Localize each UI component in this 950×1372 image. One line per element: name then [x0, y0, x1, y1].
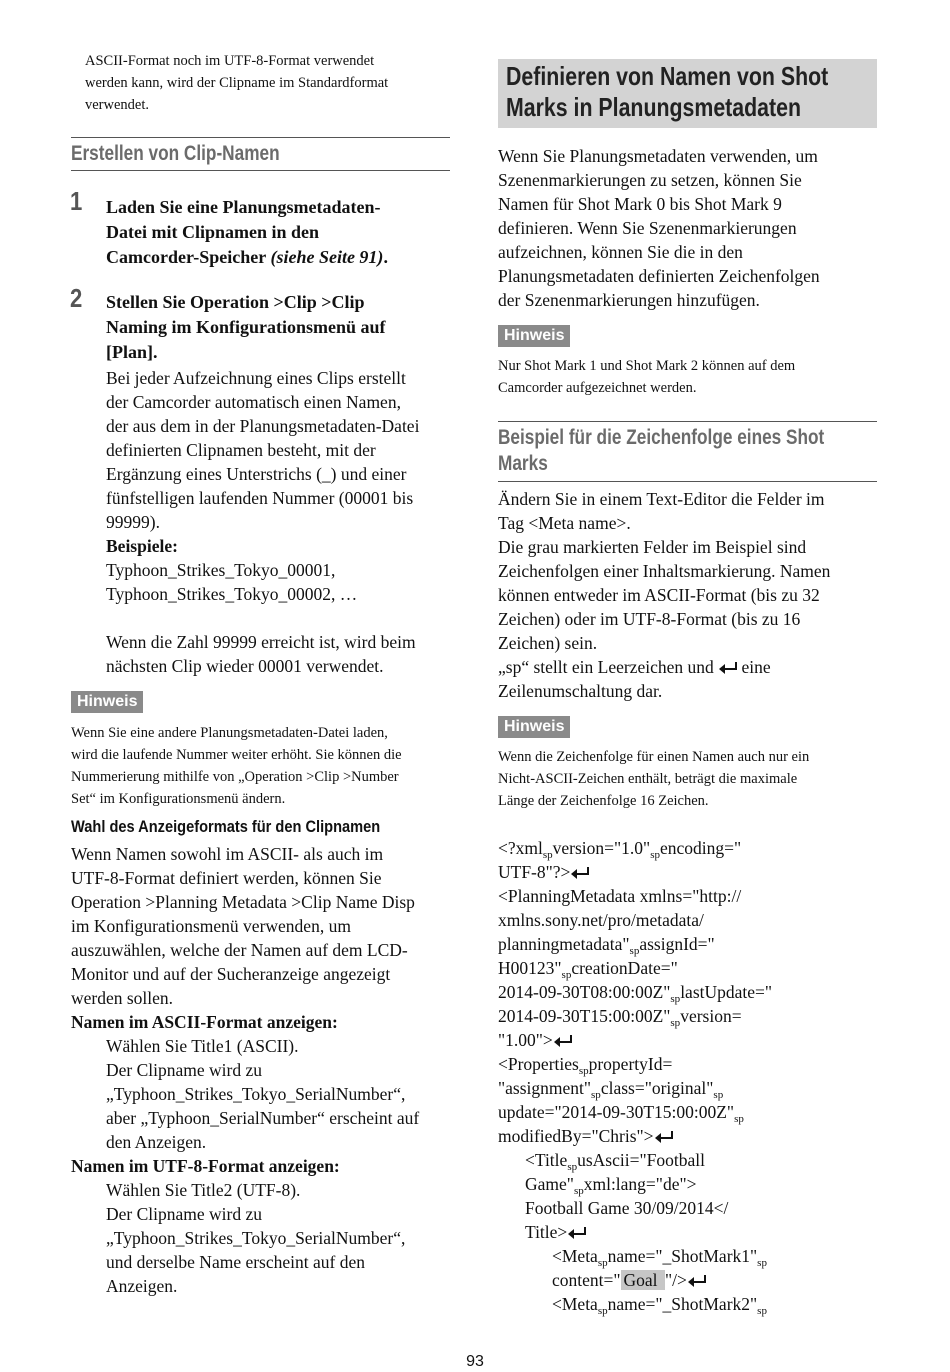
text-line: Planungsmetadaten definierten Zeichenfolgen: [498, 266, 820, 286]
text-line: Wählen Sie Title2 (UTF-8).: [106, 1180, 301, 1200]
text-line: Nicht-ASCII-Zeichen enthält, beträgt die maximale: [498, 771, 798, 787]
display-format-heading: Wahl des Anzeigeformats für den Clipnamen: [71, 817, 381, 836]
text-line: Monitor und auf der Sucheranzeige angezeigt: [71, 964, 391, 984]
text-line: Zeilenumschaltung dar.: [498, 681, 663, 701]
text-line: Typhoon_Strikes_Tokyo_00001,: [106, 560, 336, 580]
section-title-clip-names: Erstellen von Clip-Namen: [71, 142, 280, 165]
section-rule-top: [498, 421, 877, 422]
utf8-description: [71, 1178, 456, 1298]
text-line: Wenn die Zahl 99999 erreicht ist, wird beim: [106, 632, 416, 652]
code-line: $<Meta_{sp}name="\_ShotMark1"_{sp}$: [552, 1246, 767, 1269]
text-line: Typhoon_Strikes_Tokyo_00002, …: [106, 584, 358, 604]
text-line: Beispiel für die Zeichenfolge eines Shot: [498, 426, 825, 449]
text-line: Operation >Planning Metadata >Clip Name Disp: [71, 892, 415, 912]
text-line: „sp“ stellt ein Leerzeichen und eine: [498, 657, 771, 677]
text-line: aber „Typhoon_SerialNumber“ erscheint auf: [106, 1108, 420, 1128]
main-section-title: [498, 59, 877, 128]
note-badge: Hinweis: [71, 691, 143, 713]
text-line: Länge der Zeichenfolge 16 Zeichen.: [498, 793, 709, 809]
code-line: $H00123"_{sp}creationDate=$": [498, 958, 678, 981]
text-line: Camcorder aufgezeichnet werden.: [498, 380, 697, 396]
text-line: der Camcorder automatisch einen Namen,: [106, 392, 401, 412]
text-line: der Szenenmarkierungen hinzufügen.: [498, 290, 760, 310]
ascii-description: [71, 1034, 456, 1154]
text-line: Der Clipname wird zu: [106, 1204, 262, 1224]
note-text: [498, 746, 883, 812]
note-text: [71, 722, 456, 810]
text-line: im Konfigurationsmenü verwenden, um: [71, 916, 351, 936]
note-badge: Hinweis: [498, 716, 570, 738]
text-line: Bei jeder Aufzeichnung eines Clips erstellt: [106, 368, 406, 388]
code-line: $update="2014-09-30T15:00:00Z"_{sp}$: [498, 1102, 744, 1125]
text-line: Stellen Sie Operation >Clip >Clip: [106, 292, 365, 312]
step2-body: [106, 366, 451, 678]
shot-marks-intro: [498, 144, 883, 312]
code-line: xmlns.sony.net/pro/metadata/: [498, 910, 704, 930]
text-line: und derselbe Name erscheint auf den: [106, 1252, 365, 1272]
text-line: Zeichen) sein.: [498, 633, 598, 653]
return-icon: [719, 662, 737, 672]
step-number-1: 1: [70, 186, 83, 216]
text-line: „Typhoon_Strikes_Tokyo_SerialNumber“,: [106, 1084, 406, 1104]
text-line: wird die laufende Nummer weiter erhöht. Sie können die: [71, 747, 402, 763]
step-number-2: 2: [70, 283, 83, 313]
return-icon: [554, 1035, 572, 1045]
return-icon: [655, 1131, 673, 1141]
code-line: "1.00">: [498, 1028, 772, 1052]
section-title-example: [498, 425, 896, 477]
example-body: [498, 487, 883, 703]
code-line: $Game"_{sp}xml:lang="de">$: [525, 1174, 697, 1197]
text-line: definierten Clipnamen besteht, mit der: [106, 440, 376, 460]
code-line: <Title$_{sp}$usAscii="Football: [525, 1150, 705, 1173]
code-line: $2014-09-30T08:00:00Z"_{sp}lastUpdate=$": [498, 982, 773, 1005]
text-line: verwendet.: [85, 97, 150, 113]
step1-title: [106, 195, 451, 270]
return-icon: [571, 867, 589, 877]
step2-title: [106, 290, 451, 365]
text-line: Camcorder-Speicher (siehe Seite 91).: [106, 247, 388, 267]
examples-label: Beispiele:: [106, 536, 178, 556]
text-line: Wenn Sie eine andere Planungsmetadaten-Datei laden,: [71, 725, 388, 741]
text-line: auszuwählen, welche der Namen auf dem LCD-: [71, 940, 408, 960]
code-line: <PlanningMetadata xmlns="http://: [498, 886, 742, 906]
text-line: Wenn Sie Planungsmetadaten verwenden, um: [498, 146, 818, 166]
text-line: Wenn Namen sowohl im ASCII- als auch im: [71, 844, 384, 864]
section-rule-top: [71, 137, 450, 138]
text-line: Datei mit Clipnamen in den: [106, 222, 320, 242]
text-line: Laden Sie eine Planungsmetadaten-: [106, 197, 381, 217]
code-line: $<?xml_{sp}version="1.0"_{sp}encoding=$": [498, 838, 742, 861]
page-number: 93: [466, 1353, 484, 1370]
text-line: Zeichen) oder im UTF-8-Format (bis zu 16: [498, 609, 801, 629]
text-line: der aus dem in der Planungsmetadaten-Datei: [106, 416, 420, 436]
code-line: Title>: [498, 1220, 772, 1244]
text-line: aufzeichnen, können Sie die in den: [498, 242, 743, 262]
note-text: [498, 355, 883, 399]
text-line: ASCII-Format noch im UTF-8-Format verwendet: [85, 53, 375, 69]
text-line: definieren. Wenn Sie Szenenmarkierungen: [498, 218, 797, 238]
intro-continuation: [85, 50, 455, 116]
text-line: UTF-8-Format definiert werden, können Sie: [71, 868, 382, 888]
text-line: Definieren von Namen von Shot: [506, 61, 829, 91]
page-reference: (siehe Seite 91): [270, 247, 384, 267]
text-line: Anzeigen.: [106, 1276, 178, 1296]
text-line: Set“ im Konfigurationsmenü ändern.: [71, 791, 286, 807]
display-format-body: [71, 842, 456, 1298]
ascii-label: Namen im ASCII-Format anzeigen:: [71, 1012, 338, 1032]
code-line: $planningmetadata"_{sp}assignId=$": [498, 934, 715, 957]
note-badge: Hinweis: [498, 325, 570, 347]
code-line: "$assignment"_{sp}class="original"_{sp}$: [498, 1078, 724, 1101]
text-line: fünfstelligen laufenden Nummer (00001 bis: [106, 488, 414, 508]
text-line: Nur Shot Mark 1 und Shot Mark 2 können auf dem: [498, 358, 796, 374]
xml-code-example: [498, 836, 772, 1316]
text-line: Naming im Konfigurationsmenü auf: [106, 317, 386, 337]
highlighted-shot-mark-name: Goal: [621, 1270, 665, 1290]
text-line: Marks in Planungsmetadaten: [506, 92, 802, 122]
text-line: werden sollen.: [71, 988, 174, 1008]
section-rule-bottom: [71, 170, 450, 171]
spacer: [106, 606, 451, 630]
text-line: Zeichenfolgen einer Inhaltsmarkierung. Namen: [498, 561, 831, 581]
code-line: Football Game 30/09/2014</: [525, 1198, 729, 1218]
return-icon: [568, 1227, 586, 1237]
code-line: $2014-09-30T15:00:00Z"_{sp}version=$: [498, 1006, 742, 1029]
code-line: $<Meta_{sp}name="\_ShotMark2"_{sp}$: [552, 1294, 767, 1317]
text-line: Tag <Meta name>.: [498, 513, 631, 533]
text-line: „Typhoon_Strikes_Tokyo_SerialNumber“,: [106, 1228, 406, 1248]
text-line: werden kann, wird der Clipname im Standardformat: [85, 75, 389, 91]
code-line: content=" Goal "/>: [498, 1268, 772, 1292]
text-line: den Anzeigen.: [106, 1132, 207, 1152]
text-line: Ergänzung eines Unterstrichs (_) und einer: [106, 464, 407, 484]
text-line: [Plan].: [106, 342, 158, 362]
text-line: Marks: [498, 452, 548, 475]
text-line: 99999).: [106, 512, 160, 532]
code-line: <Properties$_{sp}$propertyId=: [498, 1054, 673, 1077]
text-line: nächsten Clip wieder 00001 verwendet.: [106, 656, 384, 676]
return-icon: [688, 1275, 706, 1285]
text-line: Die grau markierten Felder im Beispiel sind: [498, 537, 807, 557]
text-line: Namen für Shot Mark 0 bis Shot Mark 9: [498, 194, 782, 214]
section-rule-bottom: [498, 481, 877, 482]
code-line: modifiedBy="Chris">: [498, 1124, 772, 1148]
text-line: Der Clipname wird zu: [106, 1060, 262, 1080]
text-line: Szenenmarkierungen zu setzen, können Sie: [498, 170, 802, 190]
text-line: Wenn die Zeichenfolge für einen Namen auch nur ein: [498, 749, 810, 765]
utf8-label: Namen im UTF-8-Format anzeigen:: [71, 1156, 340, 1176]
text-line: Ändern Sie in einem Text-Editor die Felder im: [498, 489, 825, 509]
text-line: Wählen Sie Title1 (ASCII).: [106, 1036, 299, 1056]
code-line: UTF-8"?>: [498, 860, 772, 884]
text-line: Nummerierung mithilfe von „Operation >Clip >Number: [71, 769, 399, 785]
text-line: können entweder im ASCII-Format (bis zu 32: [498, 585, 820, 605]
